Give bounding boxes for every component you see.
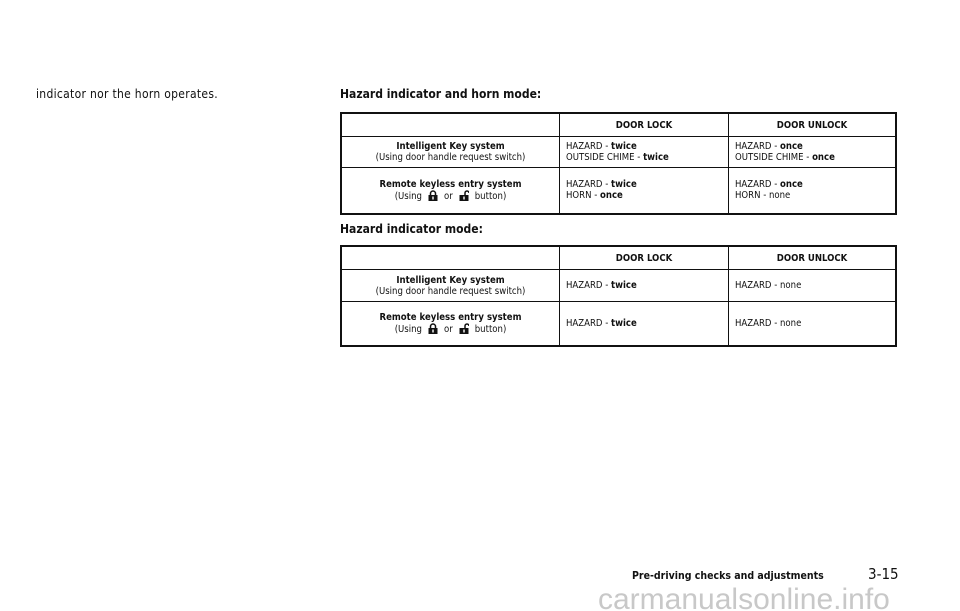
result-text: HAZARD -: [735, 179, 781, 191]
column-header: [341, 246, 560, 270]
result-text: once: [812, 152, 835, 163]
system-cell: [341, 270, 560, 302]
system-name: Intelligent Key system: [396, 141, 505, 152]
result-text: once: [600, 190, 623, 202]
page-number: 3-15: [868, 565, 899, 583]
lock-result-cell: [560, 302, 729, 346]
result-text: twice: [611, 141, 637, 152]
result-text: HAZARD -: [566, 141, 612, 152]
unlock-result-cell: [729, 270, 897, 302]
lock-icon: [428, 190, 438, 201]
footer-section-title: Pre-driving checks and adjustments: [632, 570, 824, 582]
sub-text: (Using door handle request switch): [375, 285, 526, 297]
system-name: Remote keyless entry system: [379, 311, 522, 323]
sub-text: button): [474, 190, 507, 202]
result-text: HAZARD -: [566, 317, 612, 329]
result-text: HAZARD - none: [735, 280, 802, 291]
lock-result-cell: [560, 137, 729, 168]
lock-icon: [428, 323, 438, 334]
table-row: [341, 270, 896, 302]
result-text: HORN - none: [735, 190, 791, 202]
sub-text: (Using door handle request switch): [375, 152, 526, 163]
sub-text: button): [474, 323, 507, 335]
column-header: DOOR LOCK: [560, 113, 729, 137]
result-text: twice: [611, 179, 637, 191]
result-text: OUTSIDE CHIME -: [735, 152, 813, 163]
lock-result-cell: [560, 270, 729, 302]
unlock-result-cell: [729, 137, 897, 168]
table-row: [341, 137, 896, 168]
result-text: HAZARD -: [566, 280, 612, 291]
sub-text: or: [444, 190, 453, 202]
unlock-icon: [459, 323, 469, 334]
system-cell: [341, 168, 560, 214]
system-cell: [341, 302, 560, 346]
result-text: once: [780, 141, 803, 152]
result-text: twice: [611, 317, 637, 329]
lock-result-cell: [560, 168, 729, 214]
table-heading-horn-mode: Hazard indicator and horn mode:: [340, 87, 542, 101]
system-name: Intelligent Key system: [396, 274, 505, 286]
column-header: DOOR UNLOCK: [729, 246, 897, 270]
system-name: Remote keyless entry system: [379, 178, 522, 190]
sub-text: or: [444, 323, 453, 335]
system-cell: [341, 137, 560, 168]
result-text: HAZARD - none: [735, 317, 802, 329]
result-text: OUTSIDE CHIME -: [566, 152, 644, 163]
hazard-mode-table: [340, 245, 897, 347]
result-text: once: [780, 179, 803, 191]
result-text: HAZARD -: [735, 141, 781, 152]
result-text: twice: [643, 152, 669, 163]
continued-text: indicator nor the horn operates.: [36, 87, 219, 101]
column-header: DOOR LOCK: [560, 246, 729, 270]
column-header: DOOR UNLOCK: [729, 113, 897, 137]
sub-text: (Using: [394, 323, 422, 335]
unlock-result-cell: [729, 302, 897, 346]
hazard-horn-mode-table: [340, 112, 897, 215]
column-header: [341, 113, 560, 137]
unlock-result-cell: [729, 168, 897, 214]
watermark: carmanualsonline.info: [598, 583, 890, 611]
unlock-icon: [459, 190, 469, 201]
table-heading-hazard-mode: Hazard indicator mode:: [340, 222, 483, 236]
header-row: [341, 113, 896, 137]
result-text: twice: [611, 280, 637, 291]
table-row: [341, 302, 896, 346]
result-text: HAZARD -: [566, 179, 612, 191]
header-row: [341, 246, 896, 270]
table-row: [341, 168, 896, 214]
sub-text: (Using: [394, 190, 422, 202]
result-text: HORN -: [566, 190, 600, 202]
